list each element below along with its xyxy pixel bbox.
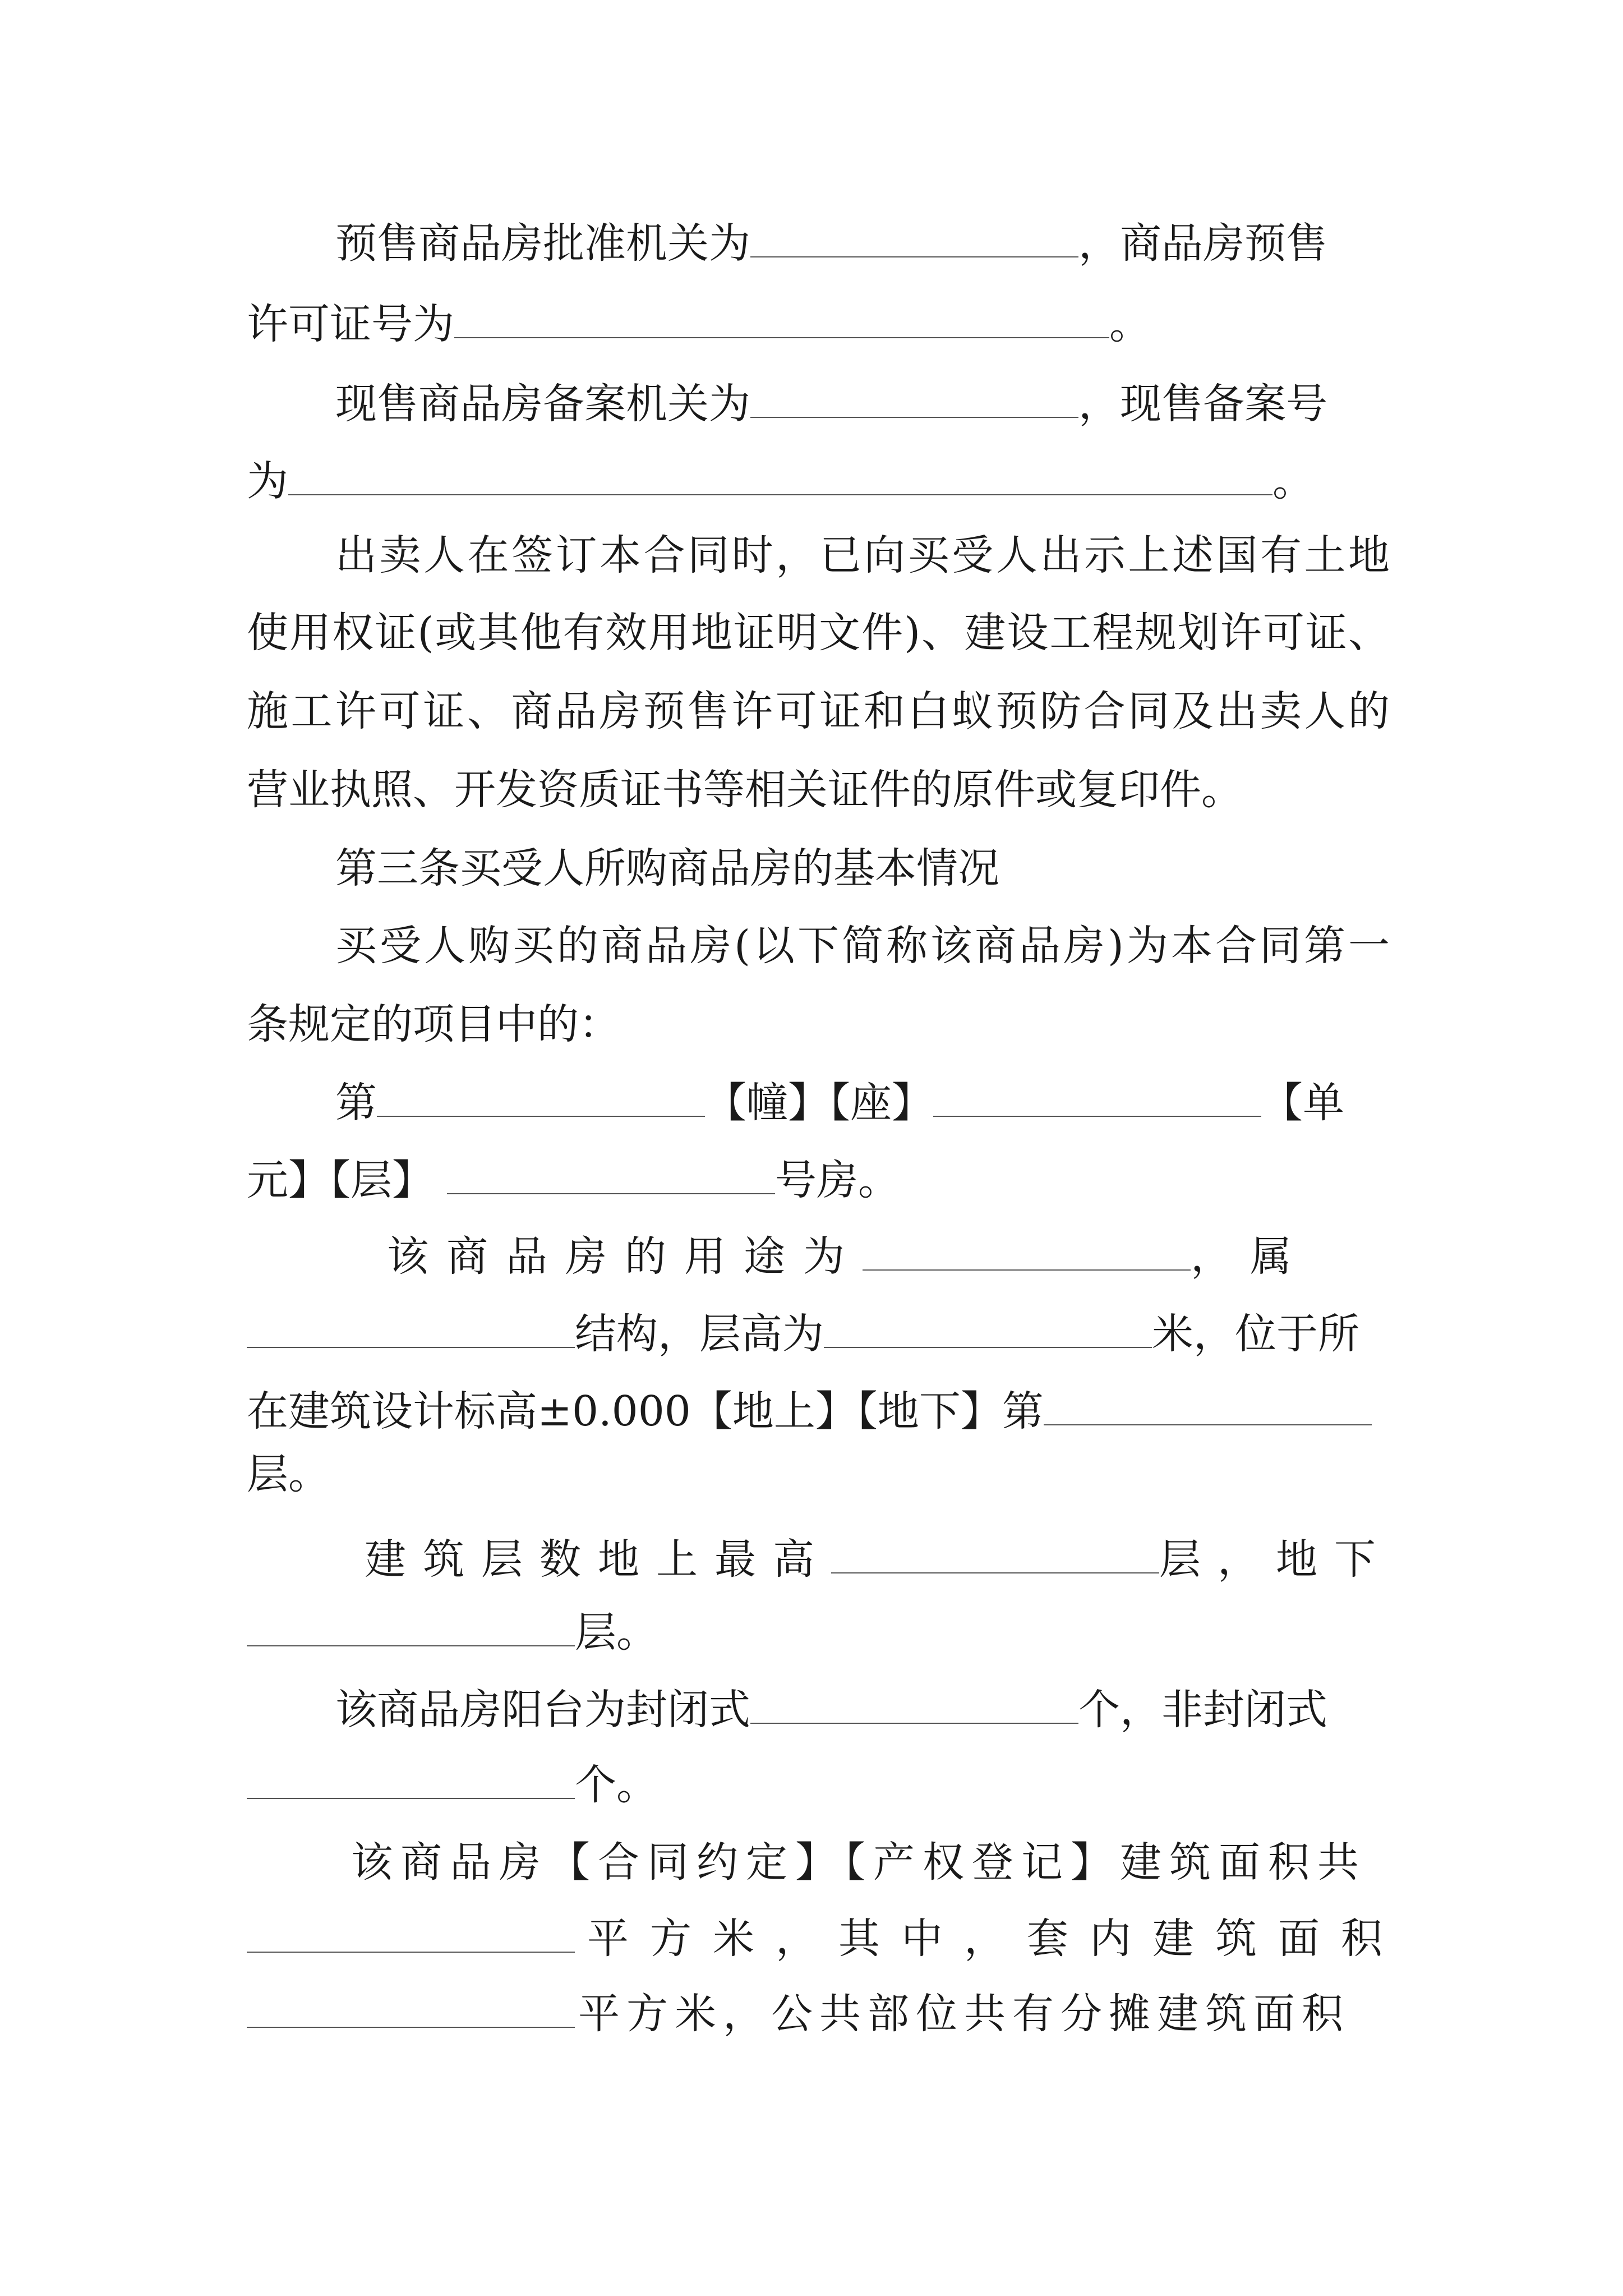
blank-field[interactable] — [1044, 1387, 1372, 1425]
blank-field[interactable] — [247, 1310, 575, 1348]
text: 个。 — [575, 1761, 658, 1809]
paragraph-line: 营业执照、开发资质证书等相关证件的原件或复印件。 — [247, 766, 1243, 814]
line-approval-authority — [335, 215, 1327, 272]
line-usage — [387, 1228, 1310, 1285]
line-room-number — [247, 1152, 900, 1208]
blank-field[interactable] — [831, 1535, 1159, 1573]
paragraph-line: 层。 — [247, 1450, 330, 1498]
text: 平方米，公共部位共有分摊建筑面积 — [578, 1990, 1350, 2038]
line-structure — [247, 1306, 1359, 1362]
blank-field[interactable] — [288, 457, 1272, 495]
blank-field[interactable] — [863, 1232, 1191, 1271]
text: 米，位于所 — [1152, 1310, 1359, 1358]
paragraph-line: 买受人购买的商品房(以下简称该商品房)为本合同第一 — [335, 922, 1390, 970]
text: 现售商品房备案机关为 — [335, 380, 750, 428]
paragraph-line: 条规定的项目中的： — [247, 1000, 620, 1048]
text: 许可证号为 — [247, 300, 454, 348]
blank-field[interactable] — [377, 1079, 705, 1117]
text: 第 — [335, 1079, 377, 1127]
text: 平方米，其中，套内建筑面积 — [587, 1915, 1404, 1963]
text: 个，非封闭式 — [1078, 1686, 1327, 1734]
text: 元】【层】 — [247, 1156, 434, 1204]
blank-field[interactable] — [750, 1686, 1078, 1724]
line-area-intro: 该商品房【合同约定】【产权登记】建筑面积共 — [351, 1838, 1367, 1887]
line-record-number — [247, 453, 1314, 509]
blank-field[interactable] — [247, 1990, 575, 2028]
line-floors-underground — [247, 1604, 658, 1660]
line-permit-number — [247, 296, 1151, 352]
blank-field[interactable] — [454, 300, 1109, 338]
text: ，商品房预售 — [1078, 219, 1327, 268]
blank-field[interactable] — [447, 1156, 775, 1194]
text: 该商品房阳台为封闭式 — [335, 1686, 750, 1734]
line-elevation — [247, 1383, 1372, 1439]
blank-field[interactable] — [750, 219, 1078, 257]
text: 【幢】【座】 — [705, 1079, 933, 1127]
blank-field[interactable] — [933, 1079, 1261, 1117]
line-balcony — [335, 1682, 1327, 1738]
text: ，属 — [1191, 1232, 1310, 1281]
text: 在建筑设计标高±0.000【地上】【地下】第 — [247, 1387, 1044, 1435]
text: 。 — [1272, 457, 1314, 505]
text: 预售商品房批准机关为 — [335, 219, 750, 268]
blank-field[interactable] — [247, 1915, 575, 1953]
blank-field[interactable] — [247, 1761, 575, 1799]
text: 该商品房的用途为 — [387, 1232, 863, 1281]
text: 【单 — [1261, 1079, 1344, 1127]
line-area-total — [247, 1911, 1404, 1967]
text: 建筑层数地上最高 — [365, 1535, 831, 1584]
text: ，现售备案号 — [1078, 380, 1327, 428]
blank-field[interactable] — [750, 380, 1078, 418]
text: 层。 — [575, 1608, 658, 1657]
paragraph-line: 施工许可证、商品房预售许可证和白蚁预防合同及出卖人的 — [247, 687, 1390, 735]
line-building-unit — [335, 1075, 1344, 1131]
text: 号房。 — [775, 1156, 900, 1204]
line-floors — [365, 1531, 1393, 1588]
text: 结构，层高为 — [575, 1310, 824, 1358]
text: 层，地下 — [1159, 1535, 1393, 1584]
section-heading: 第三条买受人所购商品房的基本情况 — [335, 844, 999, 892]
line-record-authority — [335, 376, 1327, 432]
text: 。 — [1109, 300, 1151, 348]
line-area-shared — [247, 1986, 1350, 2042]
paragraph-line: 使用权证(或其他有效用地证明文件)、建设工程规划许可证、 — [247, 609, 1390, 657]
blank-field[interactable] — [247, 1608, 575, 1646]
blank-field[interactable] — [824, 1310, 1152, 1348]
text: 为 — [247, 457, 288, 505]
line-balcony-open — [247, 1757, 658, 1813]
paragraph-line: 出卖人在签订本合同时，已向买受人出示上述国有土地 — [335, 531, 1390, 579]
